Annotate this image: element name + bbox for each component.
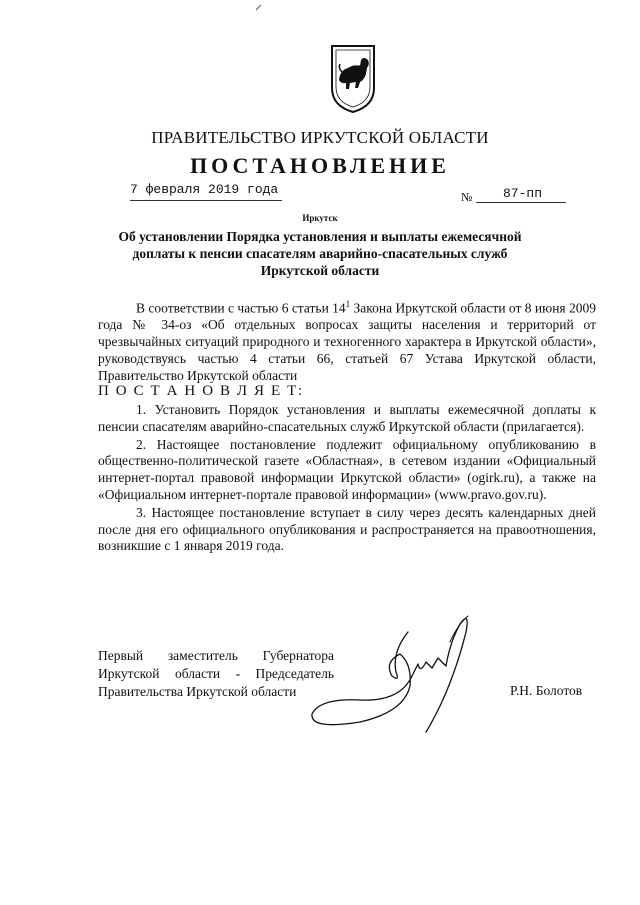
heading-line: доплаты к пенсии спасателям аварийно-спасательных служб: [132, 246, 508, 261]
signatory-name: Р.Н. Болотов: [510, 683, 583, 698]
resolution-items: [98, 402, 596, 556]
document-type: ПОСТАНОВЛЕНИЕ: [190, 153, 450, 178]
handwritten-signature: [300, 602, 500, 742]
government-title: ПРАВИТЕЛЬСТВО ИРКУТСКОЙ ОБЛАСТИ: [151, 128, 489, 147]
preamble: [98, 296, 596, 384]
preamble-text-1: В соответствии с частью 6 статьи 14: [136, 300, 346, 316]
document-date: 7 февраля 2019 года: [130, 182, 279, 197]
preamble-paragraph: [98, 296, 596, 384]
heading-line: Иркутской области: [260, 263, 380, 278]
position-line: Первый заместитель Губернатора: [98, 648, 334, 663]
date-underline: [130, 200, 282, 201]
scan-mark-icon: [256, 5, 262, 11]
resolves-heading: П О С Т А Н О В Л Я Е Т:: [98, 383, 304, 399]
coat-of-arms-icon: [330, 44, 376, 114]
position-line: Иркутской области - Председатель: [98, 666, 334, 681]
document-heading: [100, 228, 540, 279]
number-underline: [476, 202, 566, 203]
signatory-position: [98, 647, 334, 701]
heading-line: Об установлении Порядка установления и выплаты ежемесячной: [118, 229, 522, 244]
preamble-superscript: 1: [345, 299, 351, 309]
resolution-item: 2. Настоящее постановление подлежит официальному опубликованию в общественно-политической газете «Областная», в сетевом издании «Официальный интернет-портал правовой информации Иркутской области» (ogirk.ru), а также на «Официальном интернет-портале правовой информации» (www.pravo.gov.ru).: [98, 436, 596, 502]
preamble-text-2: Закона Иркутской области от 8 июня 2009 года № 34-оз «Об отдельных вопросах защиты населения и территорий от чрезвычайных ситуаций природного и техногенного характера в Иркутской области», руководствуясь частью 4 статьи 66, статьей 67 Устава Иркутской области, Правительство Иркутской области: [98, 300, 597, 383]
resolution-item: 3. Настоящее постановление вступает в силу через десять календарных дней после дня его официального опубликования и распространяется на правоотношения, возникшие с 1 января 2019 года.: [98, 504, 596, 554]
resolution-item: 1. Установить Порядок установления и выплаты ежемесячной доплаты к пенсии спасателям аварийно-спасательных служб Иркутской области (прилагается).: [98, 402, 596, 434]
city-name: Иркутск: [302, 213, 338, 223]
position-line: Правительства Иркутской области: [98, 684, 297, 699]
document-number: 87-пп: [503, 186, 543, 201]
number-sign: №: [461, 190, 473, 204]
